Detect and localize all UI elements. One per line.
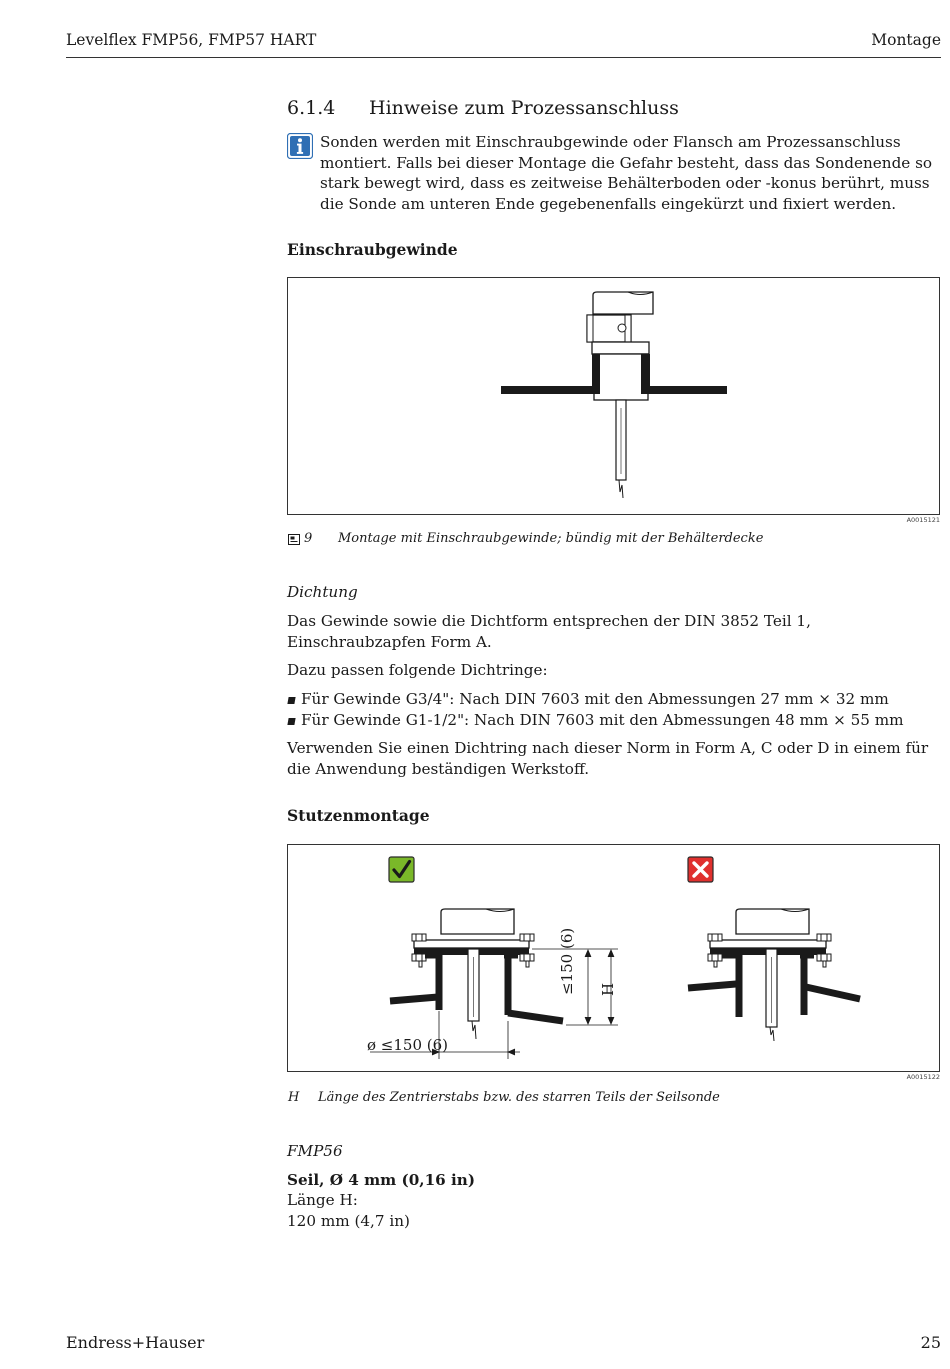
- figure-number: 9: [304, 531, 313, 546]
- list-item: Für Gewinde G3/4": Nach DIN 7603 mit den Abmessungen 27 mm × 32 mm: [287, 689, 942, 710]
- info-icon: [287, 133, 313, 159]
- info-note: Sonden werden mit Einschraubgewinde oder Flansch am Prozessanschluss montiert. Falls bei dieser Montage die Gefahr besteht, dass das Sondenende so stark bewegt wird, dass es zeitweise Behälterboden oder -konus berührt, muss die Sonde am unteren Ende gegebenenfalls eingekürzt und fixiert werden.: [320, 133, 933, 213]
- dimension-diameter: ø ≤150 (6): [367, 1036, 449, 1054]
- section-title: [287, 97, 679, 119]
- heading-einschraubgewinde: Einschraubgewinde: [287, 240, 458, 259]
- dichtring-list: [287, 689, 942, 730]
- dimension-h-label: H: [599, 982, 617, 996]
- fmp56-length-label: Länge H:: [287, 1191, 358, 1209]
- legend-key: H: [288, 1090, 300, 1105]
- dichtung-paragraph-2: Dazu passen folgende Dichtringe:: [287, 661, 548, 679]
- heading-dichtung: Dichtung: [287, 583, 358, 601]
- page-number: 25: [920, 1333, 941, 1352]
- heading-stutzenmontage: Stutzenmontage: [287, 806, 430, 825]
- fmp56-length-value: 120 mm (4,7 in): [287, 1212, 410, 1230]
- section-number: 6.1.4: [287, 97, 336, 119]
- figure-stutzenmontage: [287, 844, 940, 1072]
- dichtung-paragraph-1: Das Gewinde sowie die Dichtform entsprechen der DIN 3852 Teil 1, Einschraubzapfen Form A.: [287, 612, 811, 651]
- dimension-height: ≤150 (6): [558, 927, 576, 995]
- fmp56-probe-type: Seil, Ø 4 mm (0,16 in): [287, 1171, 476, 1189]
- running-header-chapter: Montage: [871, 31, 941, 49]
- footer-brand: Endress+Hauser: [66, 1333, 205, 1352]
- list-item: Für Gewinde G1-1/2": Nach DIN 7603 mit den Abmessungen 48 mm × 55 mm: [287, 710, 942, 731]
- figure-caption: Montage mit Einschraubgewinde; bündig mit der Behälterdecke: [338, 531, 764, 546]
- dichtung-paragraph-3: Verwenden Sie einen Dichtring nach dieser Norm in Form A, C oder D in einem für die Anwendung beständigen Werkstoff.: [287, 739, 929, 778]
- section-title-text: Hinweise zum Prozessanschluss: [369, 97, 679, 119]
- cross-icon: [688, 857, 713, 882]
- figure-code: A0015121: [906, 516, 940, 524]
- figure-einschraubgewinde: [287, 277, 940, 515]
- figure-code: A0015122: [906, 1073, 940, 1081]
- legend-text: Länge des Zentrierstabs bzw. des starren Teils der Seilsonde: [318, 1090, 720, 1105]
- figure-icon: [288, 534, 300, 545]
- check-icon: [389, 857, 414, 882]
- header-rule: [66, 57, 941, 58]
- running-header-title: Levelflex FMP56, FMP57 HART: [66, 31, 317, 49]
- heading-fmp56: FMP56: [287, 1142, 343, 1160]
- thread-mount-drawing: [288, 278, 939, 514]
